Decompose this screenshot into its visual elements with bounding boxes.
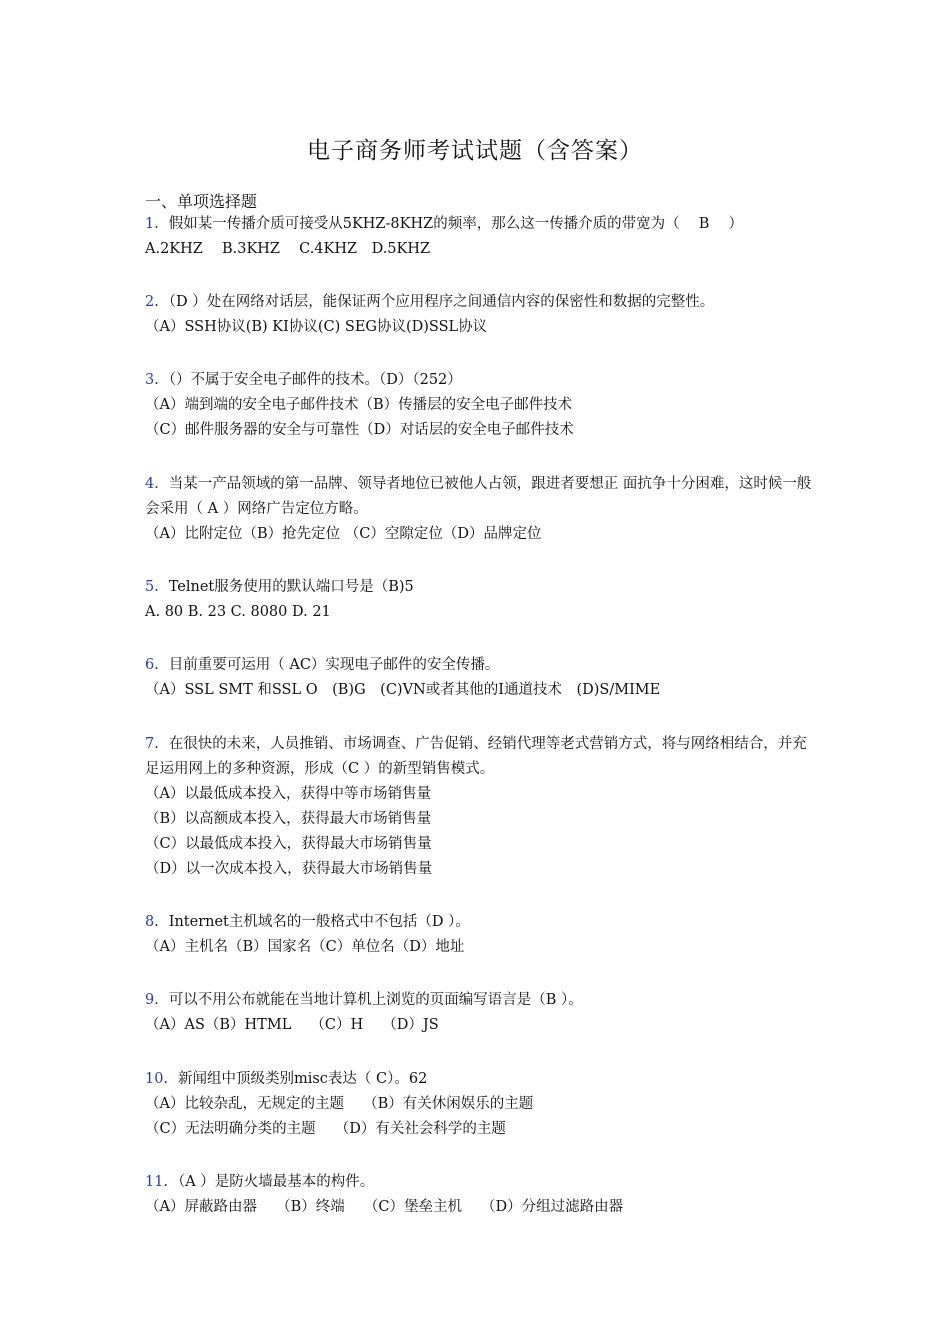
question-5 <box>145 575 815 625</box>
question-options: （D）以一次成本投入，获得最大市场销售量 <box>145 861 433 877</box>
question-text: ．（A ）是防火墙最基本的构件。 <box>163 1174 375 1190</box>
question-options: （A）屏蔽路由器 （B）终端 （C）堡垒主机 （D）分组过滤路由器 <box>145 1199 624 1215</box>
question-options: （A）主机名（B）国家名（C）单位名（D）地址 <box>145 939 465 955</box>
question-options: （A）比较杂乱，无规定的主题 （B）有关休闲娱乐的主题 <box>145 1096 534 1112</box>
question-8 <box>145 910 815 960</box>
question-text: ．目前重要可运用（ AC）实现电子邮件的安全传播。 <box>154 657 500 673</box>
question-stem <box>145 212 815 237</box>
question-stem <box>145 910 815 935</box>
question-options: （C）邮件服务器的安全与可靠性（D）对话层的安全电子邮件技术 <box>145 422 574 438</box>
question-text: ．Telnet服务使用的默认端口号是（B)5 <box>154 579 414 595</box>
question-11 <box>145 1170 815 1220</box>
question-3 <box>145 368 815 443</box>
question-stem <box>145 368 815 393</box>
question-options: A.2KHZ B.3KHZ C.4KHZ D.5KHZ <box>145 241 431 257</box>
question-text: ．在很快的未来，人员推销、市场调查、广告促销、经销代理等老式营销方式，将与网络相结合，并充足运用网上的多种资源，形成（C ）的新型销售模式。 <box>145 736 807 777</box>
question-10 <box>145 1067 815 1142</box>
question-text: ．新闻组中顶级类别misc表达（ C）。62 <box>163 1071 428 1087</box>
question-number: 7 <box>145 736 155 752</box>
question-number: 8 <box>145 914 155 930</box>
question-text: ．可以不用公布就能在当地计算机上浏览的页面编写语言是（B ）。 <box>154 992 583 1008</box>
question-stem <box>145 1170 815 1195</box>
question-options: （A）以最低成本投入，获得中等市场销售量 <box>145 786 431 802</box>
question-text: ．当某一产品领域的第一品牌、领导者地位已被他人占领，跟进者要想正 面抗争十分困难，这时候一般会采用（ A ）网络广告定位方略。 <box>145 476 812 517</box>
question-text: ．假如某一传播介质可接受从5KHZ-8KHZ的频率，那么这一传播介质的带宽为（ B ） <box>154 216 744 232</box>
question-9 <box>145 988 815 1038</box>
question-stem <box>145 732 815 782</box>
question-number: 4 <box>145 476 155 492</box>
question-stem <box>145 575 815 600</box>
question-options: （A）端到端的安全电子邮件技术（B）传播层的安全电子邮件技术 <box>145 397 573 413</box>
question-6 <box>145 653 815 703</box>
question-text: ．（）不属于安全电子邮件的技术。（D）（252） <box>154 372 462 388</box>
question-options: A. 80 B. 23 C. 8080 D. 21 <box>145 604 331 620</box>
question-number: 5 <box>145 579 155 595</box>
question-number: 6 <box>145 657 155 673</box>
question-text: ．（D ）处在网络对话层，能保证两个应用程序之间通信内容的保密性和数据的完整性。 <box>154 294 715 310</box>
question-7 <box>145 732 815 882</box>
question-options: （C）以最低成本投入，获得最大市场销售量 <box>145 836 432 852</box>
question-number: 10 <box>145 1071 164 1087</box>
question-options: （A）比附定位（B）抢先定位 （C）空隙定位（D）品牌定位 <box>145 526 542 542</box>
question-1 <box>145 212 815 262</box>
question-number: 9 <box>145 992 155 1008</box>
page-title: 电子商务师考试试题（含答案） <box>307 138 643 164</box>
question-stem <box>145 653 815 678</box>
question-number: 11 <box>145 1174 164 1190</box>
question-options: （B）以高额成本投入，获得最大市场销售量 <box>145 811 432 827</box>
question-text: ．Internet主机域名的一般格式中不包括（D ）。 <box>154 914 470 930</box>
question-number: 1 <box>145 216 155 232</box>
question-4 <box>145 472 815 547</box>
question-options: （A）SSH协议(B) KI协议(C) SEG协议(D)SSL协议 <box>145 319 488 335</box>
question-stem <box>145 988 815 1013</box>
question-number: 3 <box>145 372 155 388</box>
section-heading: 一、单项选择题 <box>145 192 258 211</box>
question-options: （C）无法明确分类的主题 （D）有关社会科学的主题 <box>145 1121 506 1137</box>
question-options: （A）SSL SMT 和SSL O (B)G (C)VN或者其他的I通道技术 (D)S/MIME <box>145 682 661 698</box>
question-stem <box>145 1067 815 1092</box>
question-number: 2 <box>145 294 155 310</box>
question-stem <box>145 472 815 522</box>
question-2 <box>145 290 815 340</box>
question-stem <box>145 290 815 315</box>
question-options: （A）AS（B）HTML （C）H （D）JS <box>145 1017 439 1033</box>
